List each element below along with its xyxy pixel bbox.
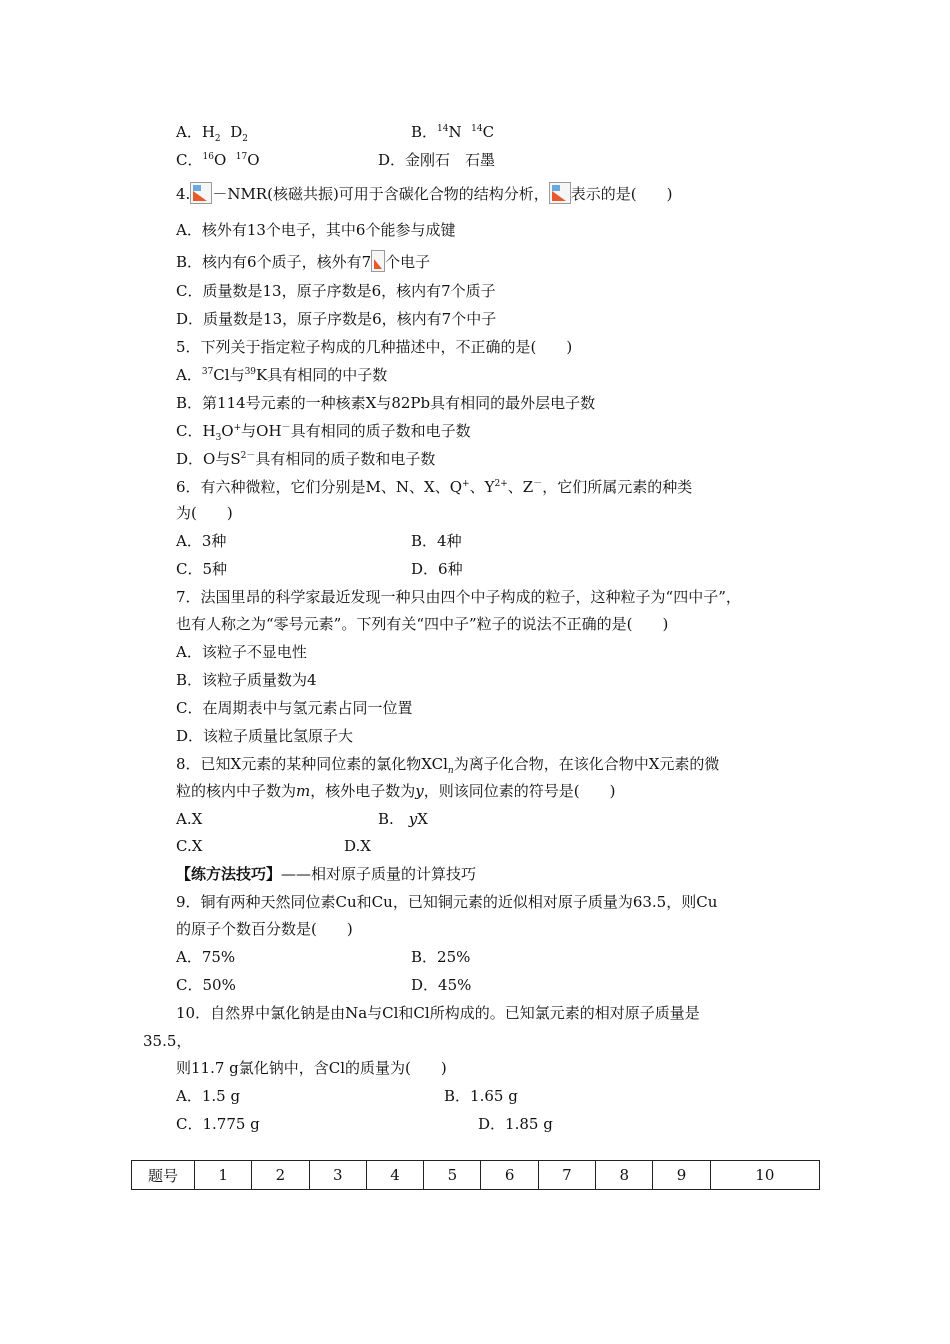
q8-option-c: C.X xyxy=(176,837,203,855)
q10-option-d: D．1.85 g xyxy=(478,1115,553,1133)
q8-stem: 8．已知X元素的某种同位素的氯化物XCl$_n$为离子化合物，在该化合物中X元素的微 xyxy=(176,755,720,776)
broken-image-icon xyxy=(190,182,212,204)
section-heading: 【练方法技巧】——相对原子质量的计算技巧 xyxy=(176,865,477,883)
answer-cell-7: 7 xyxy=(538,1161,595,1190)
q10-stem: 10．自然界中氯化钠是由Na与Cl和Cl所构成的。已知氯元素的相对原子质量是 xyxy=(176,1004,700,1022)
answer-cell-5: 5 xyxy=(424,1161,481,1190)
q9-option-b: B．25% xyxy=(411,948,471,966)
answer-cell-2: 2 xyxy=(252,1161,309,1190)
q7-option-d: D．该粒子质量比氢原子大 xyxy=(176,727,354,745)
q10-option-b: B．1.65 g xyxy=(444,1087,518,1105)
q6-option-a: A．3种 xyxy=(176,532,227,550)
q9-option-d: D．45% xyxy=(411,976,472,994)
q10-stem-cont: 35.5， xyxy=(143,1032,192,1050)
q6-stem-cont: 为( ) xyxy=(176,504,233,522)
answer-table-row xyxy=(132,1161,820,1190)
q4-option-b: B．核内有6个质子，核外有7 个电子 xyxy=(176,250,430,272)
q4-option-a: A．核外有13个电子，其中6个能参与成键 xyxy=(176,221,456,239)
answer-cell-3: 3 xyxy=(309,1161,366,1190)
broken-image-icon xyxy=(371,250,385,272)
q5-option-c: C．$H_3O^+$与OH－具有相同的质子数和电子数 xyxy=(176,422,471,443)
answer-table xyxy=(131,1160,820,1190)
q9-stem: 9．铜有两种天然同位素Cu和Cu，已知铜元素的近似相对原子质量为63.5，则Cu xyxy=(176,893,718,911)
answer-cell-6: 6 xyxy=(481,1161,538,1190)
answer-cell-1: 1 xyxy=(195,1161,252,1190)
q5-option-d: D．O与$S^{2-}$具有相同的质子数和电子数 xyxy=(176,450,436,468)
q7-option-b: B．该粒子质量数为4 xyxy=(176,671,317,689)
q7-option-c: C．在周期表中与氢元素占同一位置 xyxy=(176,699,413,717)
q10-option-a: A．1.5 g xyxy=(176,1087,241,1105)
q3-option-d: D．金刚石 石墨 xyxy=(378,151,496,169)
q6-option-b: B．4种 xyxy=(411,532,462,550)
q4-stem: 4. －NMR(核磁共振)可用于含碳化合物的结构分析， 表示的是( ) xyxy=(176,182,673,204)
q6-option-d: D．6种 xyxy=(411,560,463,578)
q8-option-b: B. yX xyxy=(378,810,428,828)
q5-option-b: B．第114号元素的一种核素X与82Pb具有相同的最外层电子数 xyxy=(176,394,596,412)
q5-option-a: A．$^{37}$Cl与$^{39}$K具有相同的中子数 xyxy=(176,366,388,384)
answer-cell-9: 9 xyxy=(653,1161,710,1190)
q3-option-a: A．$H_2$ $D_2$ xyxy=(176,123,248,144)
q4-option-d: D．质量数是13，原子序数是6，核内有7个中子 xyxy=(176,310,497,328)
q8-option-a: A.X xyxy=(176,810,203,828)
q7-stem: 7．法国里昂的科学家最近发现一种只由四个中子构成的粒子，这种粒子为“四中子”， xyxy=(176,588,741,606)
q5-stem: 5．下列关于指定粒子构成的几种描述中，不正确的是( ) xyxy=(176,338,573,356)
q3-option-b: B．$^{14}$N $^{14}$C xyxy=(411,123,495,141)
q6-option-c: C．5种 xyxy=(176,560,228,578)
answer-cell-4: 4 xyxy=(366,1161,423,1190)
q3-option-c: C．$^{16}$O $^{17}$O xyxy=(176,151,260,169)
q9-stem-cont: 的原子个数百分数是( ) xyxy=(176,920,353,938)
q9-option-c: C．50% xyxy=(176,976,236,994)
q6-stem: 6．有六种微粒，它们分别是M、N、X、Q+、$Y^{2+}$、Z－，它们所属元素的种类 xyxy=(176,478,693,496)
answer-cell-8: 8 xyxy=(596,1161,653,1190)
q7-option-a: A．该粒子不显电性 xyxy=(176,643,307,661)
broken-image-icon xyxy=(549,182,571,204)
answer-cell-10: 10 xyxy=(710,1161,819,1190)
q10-option-c: C．1.775 g xyxy=(176,1115,260,1133)
answer-table-header: 题号 xyxy=(132,1161,195,1190)
q7-stem-cont: 也有人称之为“零号元素”。下列有关“四中子”粒子的说法不正确的是( ) xyxy=(176,615,669,633)
q9-option-a: A．75% xyxy=(176,948,236,966)
q8-option-d: D.X xyxy=(344,837,371,855)
q10-stem-cont2: 则11.7 g氯化钠中，含Cl的质量为( ) xyxy=(176,1059,447,1077)
q4-option-c: C．质量数是13，原子序数是6，核内有7个质子 xyxy=(176,282,496,300)
q8-stem-cont: 粒的核内中子数为m，核外电子数为y，则该同位素的符号是( ) xyxy=(176,782,616,800)
